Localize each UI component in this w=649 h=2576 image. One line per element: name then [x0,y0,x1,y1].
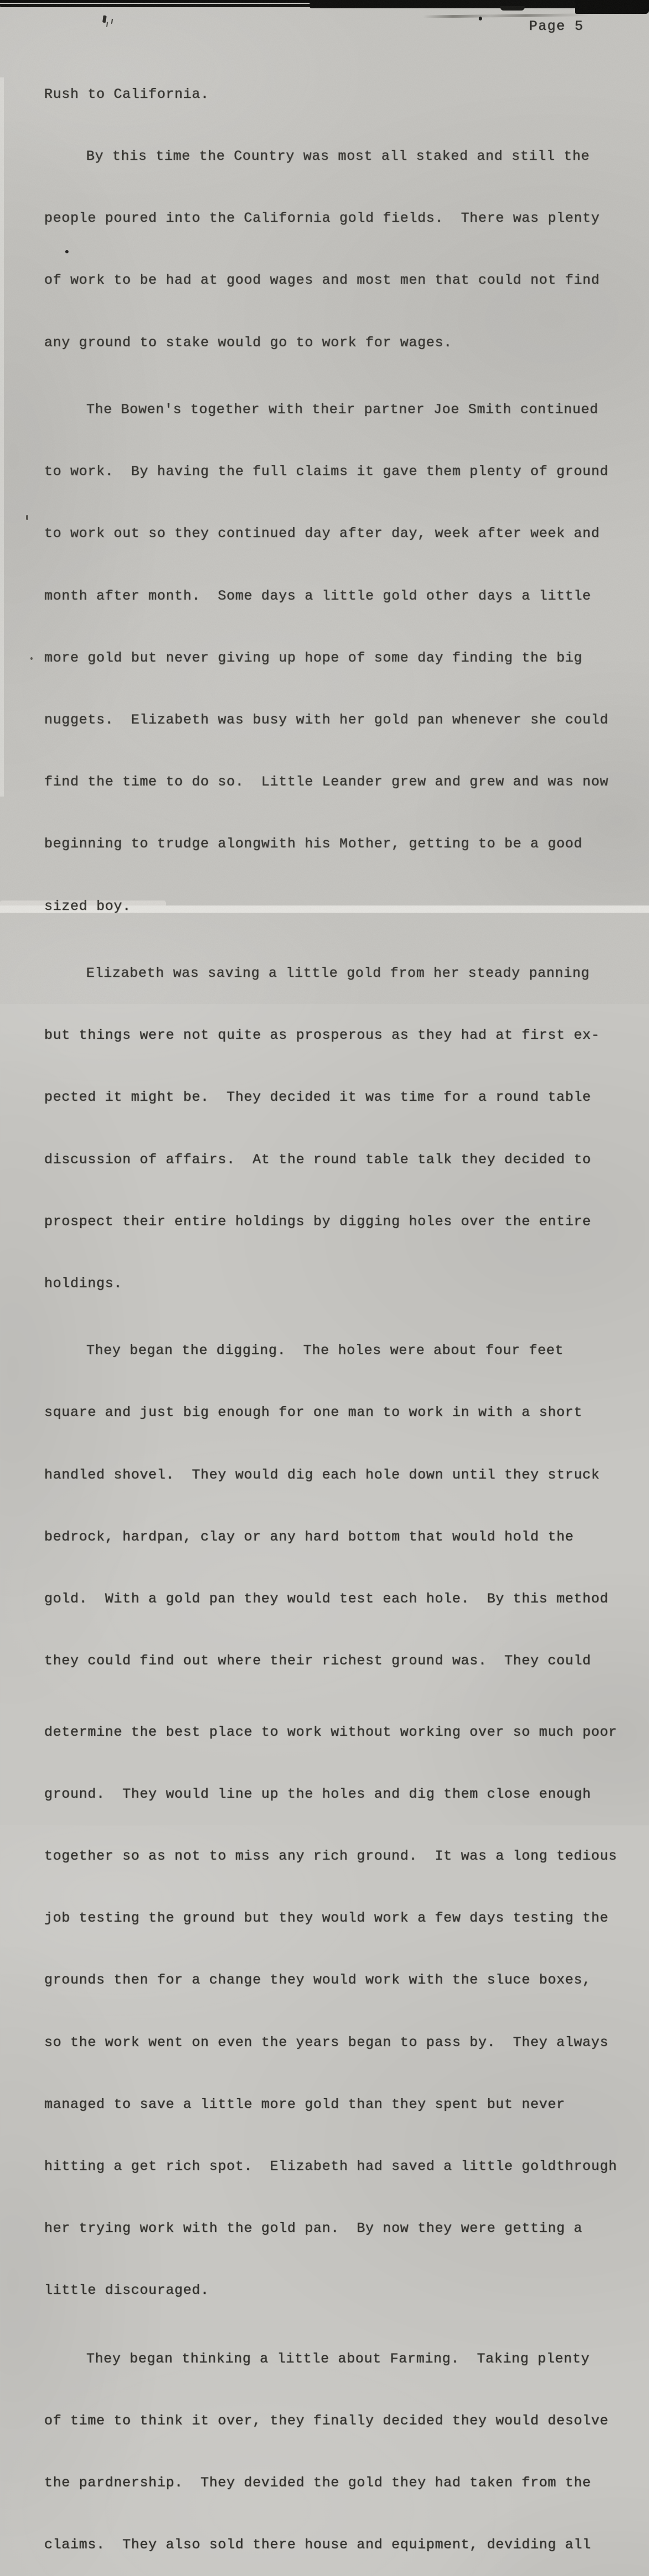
typed-line: find the time to do so. Little Leander grew and grew and was now [44,774,609,790]
paper-edge [0,77,4,797]
typed-line: of time to think it over, they finally decided they would desolve [44,2412,609,2429]
typed-line: the pardnership. They devided the gold they had taken from the [44,2475,592,2491]
typed-line: of work to be had at good wages and most men that could not find [44,272,600,289]
typed-line: square and just big enough for one man to work in with a short [44,1404,583,1421]
typed-line: little discouraged. [44,2282,210,2299]
typed-line: holdings. [44,1275,123,1292]
document-body [44,43,630,2576]
typed-line: claims. They also sold there house and equipment, deviding all [44,2537,592,2553]
typed-line: By this time the Country was most all staked and still the [86,148,590,165]
typed-line: to work. By having the full claims it gave them plenty of ground [44,464,609,480]
typed-line: discussion of affairs. At the round table talk they decided to [44,1151,592,1168]
typed-line: any ground to stake would go to work for wages. [44,334,453,351]
typed-line: pected it might be. They decided it was time for a round table [44,1089,592,1106]
typed-line: but things were not quite as prosperous as they had at first ex- [44,1027,600,1044]
ink-speck [479,17,482,20]
document-title: Rush to California. [44,86,210,102]
typed-line: They began the digging. The holes were about four feet [86,1342,564,1359]
page-number: Page 5 [529,18,584,34]
typed-line: nuggets. Elizabeth was busy with her gold pan whenever she could [44,712,609,728]
ink-speck [30,657,33,660]
typed-line: month after month. Some days a little gold other days a little [44,587,592,604]
typed-line: determine the best place to work without working over so much poor [44,1724,617,1740]
typed-line: Elizabeth was saving a little gold from her steady panning [86,965,590,981]
typed-line: they could find out where their richest ground was. They could [44,1653,592,1669]
ink-speck [26,515,28,520]
typed-line: more gold but never giving up hope of some day finding the big [44,649,583,666]
typed-line: her trying work with the gold pan. By now they were getting a [44,2220,583,2237]
typed-line: together so as not to miss any rich ground. It was a long tedious [44,1848,617,1864]
typed-line: to work out so they continued day after day, week after week and [44,525,600,542]
typed-line: so the work went on even the years began to pass by. They always [44,2034,609,2051]
scan-artifact-corner-block [575,0,649,14]
ink-mark [102,15,107,23]
typed-line: sized boy. [44,898,132,914]
typed-line: job testing the ground but they would work a few days testing the [44,1910,609,1927]
typed-line: The Bowen's together with their partner Joe Smith continued [86,401,599,418]
pencil-smudge [423,13,589,18]
typed-line: people poured into the California gold fields. There was plenty [44,210,600,227]
typed-line: managed to save a little more gold than they spent but never [44,2096,566,2112]
typed-line: beginning to trudge alongwith his Mother, getting to be a good [44,836,583,852]
typed-line: handled shovel. They would dig each hole down until they struck [44,1466,600,1483]
typed-line: grounds then for a change they would work with the sluce boxes, [44,1972,592,1989]
scan-artifact-bump [500,6,525,11]
typed-line: gold. With a gold pan they would test each hole. By this method [44,1591,609,1607]
typed-line: ground. They would line up the holes and dig them close enough [44,1786,592,1802]
typed-line: bedrock, hardpan, clay or any hard bottom that would hold the [44,1528,574,1545]
typed-line: hitting a get rich spot. Elizabeth had saved a little goldthrough [44,2158,617,2175]
typed-line: prospect their entire holdings by digging holes over the entire [44,1213,592,1230]
typed-line: They began thinking a little about Farming. Taking plenty [86,2350,590,2367]
